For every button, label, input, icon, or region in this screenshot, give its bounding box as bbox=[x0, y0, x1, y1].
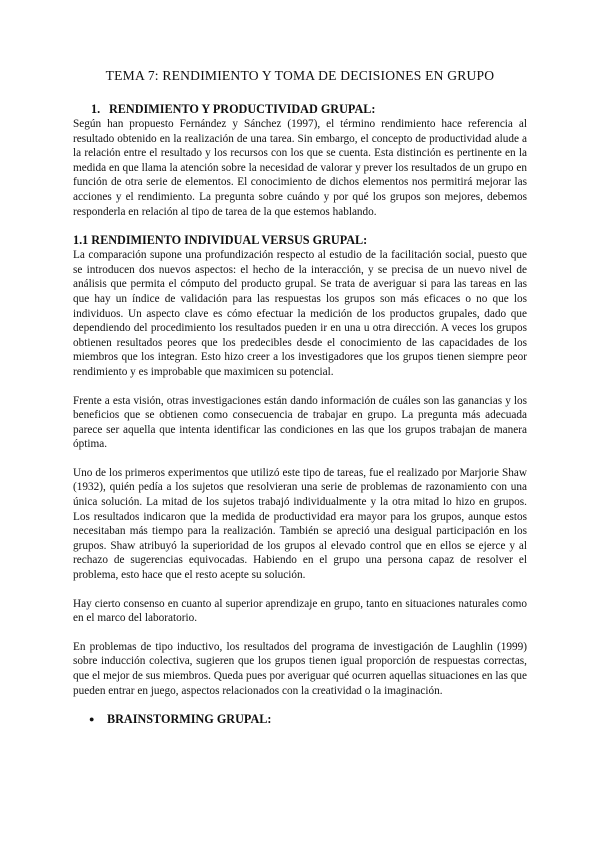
section-1-heading bbox=[91, 102, 527, 117]
section-1-number: 1. bbox=[91, 102, 101, 116]
section-1-1-paragraph-5: En problemas de tipo inductivo, los resultados del programa de investigación de Laughlin (1999) sobre inducción colectiva, sugieren que los grupos tienen igual proporción de respuestas correctas, que el mejor de sus miembros. Queda pues por averiguar qué ocurren aquellas situaciones en las que pueden entrar en juego, aspectos relacionados con la creatividad o la imaginación. bbox=[73, 640, 527, 697]
brainstorming-heading bbox=[89, 712, 527, 727]
section-1-1-paragraph-1: La comparación supone una profundización respecto al estudio de la facilitación social, puesto que se introducen dos nuevos aspectos: el hecho de la interacción, y se precisa de un nuevo nivel de análisis que permita el cómputo del producto grupal. Se trata de averiguar si para las tareas en las que hay un índice de validación para las respuestas los grupos son más eficaces o no que los individuos. Un aspecto clave es cómo efectuar la medición de los productos grupales, dado que dependiendo del procedimiento los resultados pueden ir en una u otra dirección. A veces los grupos obtienen resultados peores que los predecibles desde el conocimiento de las capacidades de los miembros que los integran. Esto hizo creer a los investigadores que los grupos tienen siempre peor rendimiento y es improbable que maximicen su potencial. bbox=[73, 249, 527, 378]
section-1-1-heading: 1.1 RENDIMIENTO INDIVIDUAL VERSUS GRUPAL: bbox=[73, 233, 368, 248]
section-1-paragraph: Según han propuesto Fernández y Sánchez (1997), el término rendimiento hace referencia al resultado obtenido en la realización de una tarea. Sin embargo, el concepto de productividad alude a la relación entre el resultado y los recursos con los que se cuenta. Esta distinción es pertinente en la medida en que llama la atención sobre la necesidad de valorar y prever los resultados de un grupo en función de otra serie de elementos. El conocimiento de dichos elementos nos permitirá mejorar las acciones y el rendimiento. La pregunta sobre cuándo y por qué los grupos son mejores, debemos responderla en relación al tipo de tarea de la que estemos hablando. bbox=[73, 118, 527, 218]
section-1-heading-text: RENDIMIENTO Y PRODUCTIVIDAD GRUPAL: bbox=[109, 102, 376, 116]
bullet-icon: ● bbox=[89, 714, 95, 725]
section-1-1-paragraph-4: Hay cierto consenso en cuanto al superior aprendizaje en grupo, tanto en situaciones naturales como en el marco del laboratorio. bbox=[73, 597, 527, 625]
document-title: TEMA 7: RENDIMIENTO Y TOMA DE DECISIONES EN GRUPO bbox=[105, 68, 495, 83]
brainstorming-heading-text: BRAINSTORMING GRUPAL: bbox=[107, 712, 272, 727]
section-1-1-paragraph-3: Uno de los primeros experimentos que utilizó este tipo de tareas, fue el realizado por Marjorie Shaw (1932), quién pedía a los sujetos que resolvieran una serie de problemas de razonamiento con una única solución. La mitad de los sujetos trabajó individualmente y la otra mitad lo hizo en grupos. Los resultados indicaron que la medida de productividad era mayor para los grupos, aunque estos necesitaban más tiempo para la realización. También se apreció una desigual participación en los grupos. Shaw atribuyó la superioridad de los grupos al elevado control que en ellos se ejerce y al rechazo de sugerencias equivocadas. Habiendo en el grupo una persona capaz de resolver el problema, esto hace que el resto acepte su solución. bbox=[73, 466, 527, 582]
section-1-1-paragraph-2: Frente a esta visión, otras investigaciones están dando información de cuáles son las ganancias y los beneficios que se obtienen como consecuencia de trabajar en grupo. La pregunta más adecuada parece ser aquella que intenta identificar las condiciones en las que los grupos trabajan de manera óptima. bbox=[73, 394, 527, 451]
document-page bbox=[73, 68, 527, 727]
